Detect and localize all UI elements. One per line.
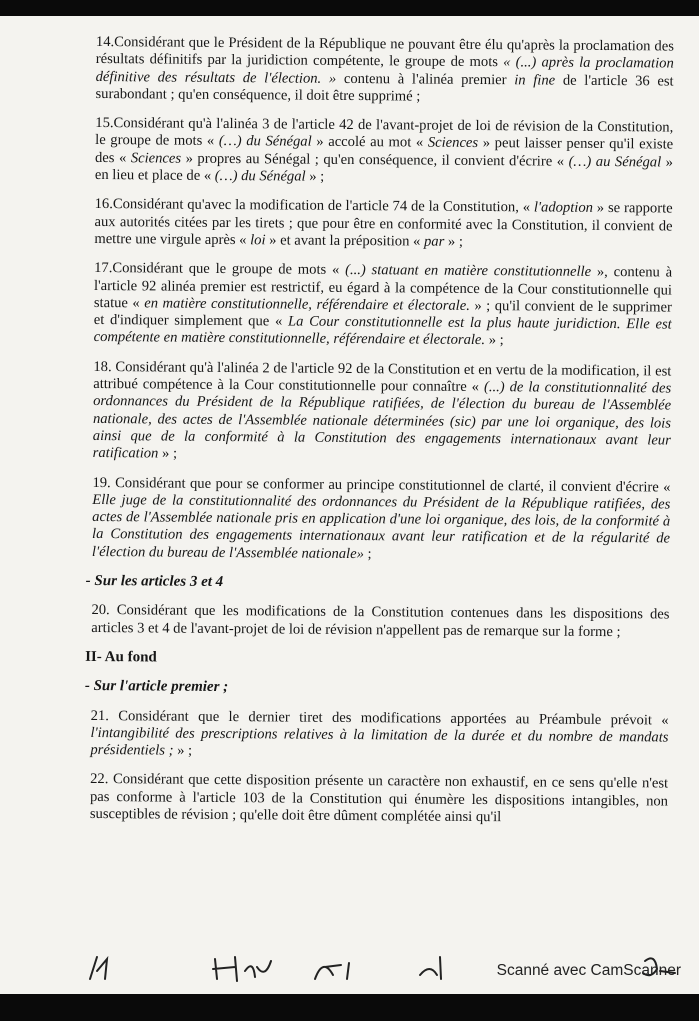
paragraph-p20: 20. Considérant que les modifications de la Constitution contenues dans les dispositions des articles 3 et 4 de l'avant-projet de loi de révision n'appellent pas de remarque sur la forme ;	[91, 602, 670, 640]
paragraph-p15: 15.Considérant qu'à l'alinéa 3 de l'article 42 de l'avant-projet de loi de révision de la Constitution, le groupe de mots « (…) du Sénégal » accolé au mot « Sciences » peut laisser penser qu'il existe des « Sciences » propres au Sénégal ; qu'en conséquence, il convient d'écrire « (…) au Sénégal » en lieu et place de « (…) du Sénégal » ;	[94, 115, 674, 185]
section-heading: II- Au fond	[85, 648, 157, 666]
document-body	[84, 34, 674, 840]
paragraph-p16: 16.Considérant qu'avec la modification de l'article 74 de la Constitution, « l'adoption » se rapporte aux autorités citées par les tirets ; que pour être en conformité avec la Constitution, il convient de mettre une virgule après « loi » et avant la préposition « par » ;	[94, 196, 673, 250]
subsection-heading: - Sur les articles 3 et 4	[85, 572, 224, 591]
paragraph-p22: 22. Considérant que cette disposition présente un caractère non exhaustif, en ce sens qu'elle n'est pas conforme à l'article 103 de la Constitution qui énumère les dispositions intangibles, non susceptibles de révision ; qu'elle doit être dûment complétée ainsi qu'il	[89, 771, 669, 826]
paragraph-p21: 21. Considérant que le dernier tiret des modifications apportées au Préambule prévoit « l'intangibilité des prescriptions relatives à la limitation de la durée et du nombre de mandats présidentiels ; » ;	[90, 707, 669, 759]
bottom-black-bar	[0, 994, 699, 1021]
paragraph-p14: 14.Considérant que le Président de la République ne pouvant être élu qu'après la proclamation des résultats définitifs par la juridiction compétente, le groupe de mots « (...) après la proclamation définitive des résultats de l'élection. » contenu à l'alinéa premier in fine de l'article 36 est surabondant ; qu'en conséquence, il doit être supprimé ;	[95, 34, 674, 105]
top-black-bar	[0, 0, 699, 16]
paragraph-p17: 17.Considérant que le groupe de mots « (...) statuant en matière constitutionnelle », contenu à l'article 92 alinéa premier est restrictif, eu égard à la compétence de la Cour constitutionnelle qui statue « en matière constitutionnelle, référendaire et électorale. » ; qu'il convient de le supprimer et d'indiquer simplement que « La Cour constitutionnelle est la plus haute juridiction. Elle est compétente en matière constitutionnelle, référendaire et électorale. » ;	[93, 260, 673, 349]
paragraph-p18: 18. Considérant qu'à l'alinéa 2 de l'article 92 de la Constitution et en vertu de la modification, il est attribué compétence à la Cour constitutionnelle pour connaître « (...) de la constitutionnalité des ordonnances du Président de la République ratifiées, de l'élection du bureau de l'Assemblée nationale, des actes de l'Assemblée nationale déterminées (sic) par une loi organique, des lois ainsi que de la conformité à la Constitution des engagements internationaux avant leur ratification » ;	[92, 358, 672, 462]
camscanner-watermark: Scanné avec CamScanner	[496, 962, 681, 979]
subsection-heading: - Sur l'article premier ;	[84, 678, 229, 696]
paragraph-p19: 19. Considérant que pour se conformer au principe constitutionnel de clarté, il convient d'écrire « Elle juge de la constitutionnalité des ordonnances du Président de la République ratifiées, des actes de l'Assemblée nationale pris en application d'une loi organique, des lois, de la conformité à la Constitution des engagements internationaux avant leur ratification et de la régularité de l'élection du bureau de l'Assemblée nationale» ;	[91, 474, 671, 562]
scanned-page	[0, 16, 699, 994]
